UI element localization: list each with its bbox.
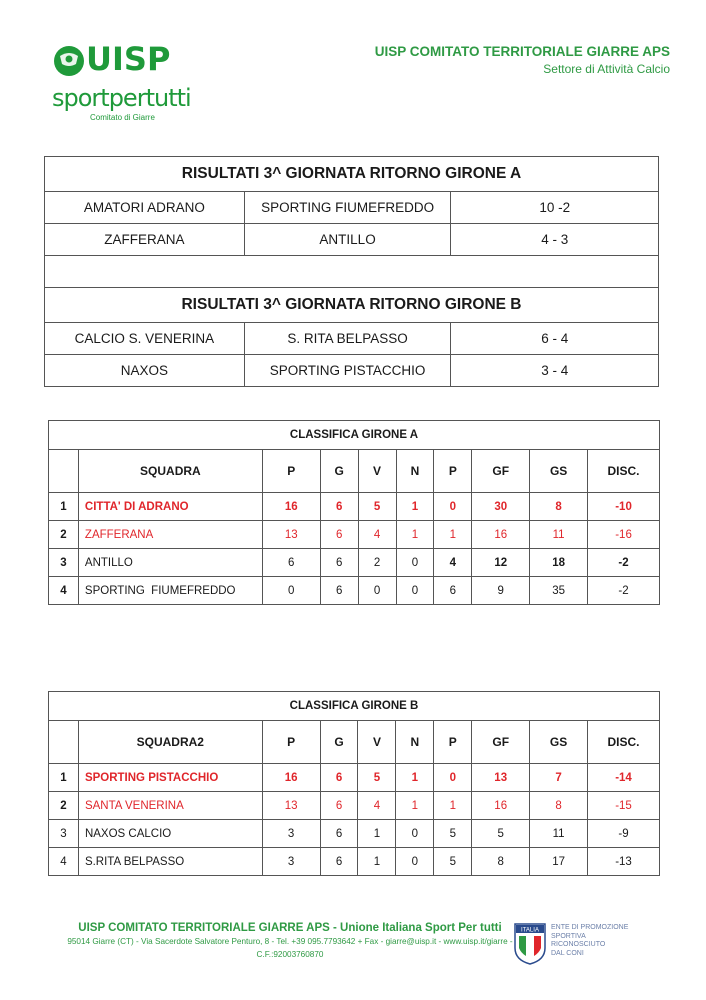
row-gf: 16 (472, 792, 530, 820)
match-away: SPORTING PISTACCHIO (244, 355, 451, 387)
row-disc: -10 (588, 493, 660, 521)
match-row (45, 355, 659, 387)
row-won: 1 (358, 820, 396, 848)
results-a-title-row (45, 157, 659, 192)
col-won-header: V (358, 450, 396, 493)
col-gf-header: GF (472, 721, 530, 764)
row-points: 13 (262, 521, 320, 549)
col-drawn-header: N (396, 450, 434, 493)
results-table (44, 156, 659, 387)
row-disc: -16 (588, 521, 660, 549)
standings-a-header-row (49, 450, 660, 493)
italy-shield-icon (513, 922, 547, 966)
row-points: 16 (262, 493, 320, 521)
row-gs: 7 (530, 764, 588, 792)
col-disc-header: DISC. (588, 721, 660, 764)
col-drawn-header: N (396, 721, 434, 764)
row-played: 6 (320, 820, 358, 848)
standings-b-table (48, 691, 660, 876)
row-drawn: 0 (396, 820, 434, 848)
row-pos: 3 (49, 820, 79, 848)
row-team: NAXOS CALCIO (78, 820, 262, 848)
row-pos: 2 (49, 792, 79, 820)
row-drawn: 1 (396, 493, 434, 521)
row-gs: 17 (530, 848, 588, 876)
row-won: 5 (358, 493, 396, 521)
coni-line: ENTE DI PROMOZIONE (551, 924, 629, 931)
match-row (45, 192, 659, 224)
row-played: 6 (320, 764, 358, 792)
col-points-header: P (262, 721, 320, 764)
col-points-header: P (262, 450, 320, 493)
coni-line: DAL CONI (551, 949, 584, 957)
match-row (45, 323, 659, 355)
col-gs-header: GS (530, 721, 588, 764)
row-drawn: 0 (396, 577, 434, 605)
match-home: AMATORI ADRANO (45, 192, 245, 224)
row-team: ANTILLO (78, 549, 262, 577)
org-subtitle: Settore di Attività Calcio (543, 62, 670, 76)
match-away: ANTILLO (244, 224, 451, 256)
footer (60, 922, 520, 960)
uisp-logo (52, 42, 202, 126)
col-pos-header (49, 721, 79, 764)
results-b-title: RISULTATI 3^ GIORNATA RITORNO GIRONE B (45, 288, 659, 323)
table-row (49, 521, 660, 549)
match-away: S. RITA BELPASSO (244, 323, 451, 355)
row-gf: 13 (472, 764, 530, 792)
match-home: CALCIO S. VENERINA (45, 323, 245, 355)
table-row (49, 764, 660, 792)
footer-tax-code: C.F.:92003760870 (256, 950, 324, 959)
table-row (49, 820, 660, 848)
row-pos: 1 (49, 764, 79, 792)
row-lost: 0 (434, 493, 472, 521)
row-team: S.RITA BELPASSO (78, 848, 262, 876)
match-score: 6 - 4 (451, 323, 659, 355)
coni-brand-text: ITALIA (521, 927, 539, 934)
table-row (49, 549, 660, 577)
table-row (49, 577, 660, 605)
row-played: 6 (320, 493, 358, 521)
row-gf: 5 (472, 820, 530, 848)
row-pos: 1 (49, 493, 79, 521)
col-team-header: SQUADRA (78, 450, 262, 493)
table-row (49, 493, 660, 521)
row-won: 4 (358, 521, 396, 549)
standings-a-title: CLASSIFICA GIRONE A (49, 421, 660, 450)
standings-b-header-row (49, 721, 660, 764)
row-lost: 1 (434, 792, 472, 820)
standings-a-table (48, 420, 660, 605)
match-score: 10 -2 (451, 192, 659, 224)
match-score: 3 - 4 (451, 355, 659, 387)
row-lost: 5 (434, 848, 472, 876)
row-points: 16 (262, 764, 320, 792)
row-won: 1 (358, 848, 396, 876)
row-gs: 8 (530, 792, 588, 820)
table-row (49, 792, 660, 820)
row-won: 2 (358, 549, 396, 577)
match-away: SPORTING FIUMEFREDDO (244, 192, 451, 224)
logo-tagline: sportpertutti (52, 84, 191, 112)
row-played: 6 (320, 549, 358, 577)
row-pos: 3 (49, 549, 79, 577)
logo-committee: Comitato di Giarre (90, 113, 155, 122)
col-disc-header: DISC. (588, 450, 660, 493)
row-lost: 1 (434, 521, 472, 549)
col-gs-header: GS (530, 450, 588, 493)
col-played-header: G (320, 721, 358, 764)
match-home: ZAFFERANA (45, 224, 245, 256)
row-disc: -15 (588, 792, 660, 820)
row-disc: -2 (588, 577, 660, 605)
coni-badge (513, 922, 633, 968)
row-gf: 9 (472, 577, 530, 605)
col-pos-header (49, 450, 79, 493)
col-lost-header: P (434, 721, 472, 764)
row-points: 6 (262, 549, 320, 577)
row-disc: -13 (588, 848, 660, 876)
soccer-ball-icon (52, 44, 86, 78)
row-gf: 8 (472, 848, 530, 876)
col-won-header: V (358, 721, 396, 764)
row-won: 5 (358, 764, 396, 792)
row-disc: -9 (588, 820, 660, 848)
org-title: UISP COMITATO TERRITORIALE GIARRE APS (374, 44, 670, 59)
row-points: 3 (262, 848, 320, 876)
row-team: ZAFFERANA (78, 521, 262, 549)
row-gs: 11 (530, 521, 588, 549)
row-won: 0 (358, 577, 396, 605)
row-gs: 35 (530, 577, 588, 605)
col-lost-header: P (434, 450, 472, 493)
row-points: 13 (262, 792, 320, 820)
row-gf: 12 (472, 549, 530, 577)
row-lost: 6 (434, 577, 472, 605)
row-played: 6 (320, 577, 358, 605)
row-team: SANTA VENERINA (78, 792, 262, 820)
col-played-header: G (320, 450, 358, 493)
results-a-title: RISULTATI 3^ GIORNATA RITORNO GIRONE A (45, 157, 659, 192)
row-drawn: 0 (396, 549, 434, 577)
coni-line: RICONOSCIUTO (551, 941, 606, 948)
row-team: SPORTING FIUMEFREDDO (78, 577, 262, 605)
row-drawn: 1 (396, 764, 434, 792)
logo-brand: UISP (86, 40, 171, 78)
row-played: 6 (320, 792, 358, 820)
row-drawn: 1 (396, 792, 434, 820)
row-pos: 4 (49, 848, 79, 876)
row-gs: 8 (530, 493, 588, 521)
spacer-cell (45, 256, 659, 288)
col-team-header: SQUADRA2 (78, 721, 262, 764)
row-pos: 2 (49, 521, 79, 549)
row-lost: 5 (434, 820, 472, 848)
footer-title: UISP COMITATO TERRITORIALE GIARRE APS - Unione Italiana Sport Per tutti (78, 922, 502, 934)
footer-address: 95014 Giarre (CT) - Via Sacerdote Salvatore Penturo, 8 - Tel. +39 095.7793642 + Fax - giarre@uisp.it - www.uisp.it/giarre - (67, 937, 513, 946)
col-gf-header: GF (472, 450, 530, 493)
row-played: 6 (320, 848, 358, 876)
row-gf: 30 (472, 493, 530, 521)
row-won: 4 (358, 792, 396, 820)
row-pos: 4 (49, 577, 79, 605)
row-played: 6 (320, 521, 358, 549)
org-header (375, 44, 670, 76)
match-row (45, 224, 659, 256)
row-drawn: 0 (396, 848, 434, 876)
row-gs: 11 (530, 820, 588, 848)
row-disc: -14 (588, 764, 660, 792)
coni-line: SPORTIVA (551, 932, 586, 940)
standings-b-title: CLASSIFICA GIRONE B (49, 692, 660, 721)
row-disc: -2 (588, 549, 660, 577)
row-gf: 16 (472, 521, 530, 549)
row-points: 0 (262, 577, 320, 605)
coni-recognition (551, 924, 628, 958)
row-points: 3 (262, 820, 320, 848)
row-lost: 4 (434, 549, 472, 577)
spacer-row (45, 256, 659, 288)
results-b-title-row (45, 288, 659, 323)
table-row (49, 848, 660, 876)
row-team: CITTA' DI ADRANO (78, 493, 262, 521)
row-team: SPORTING PISTACCHIO (78, 764, 262, 792)
row-gs: 18 (530, 549, 588, 577)
row-lost: 0 (434, 764, 472, 792)
row-drawn: 1 (396, 521, 434, 549)
match-score: 4 - 3 (451, 224, 659, 256)
match-home: NAXOS (45, 355, 245, 387)
